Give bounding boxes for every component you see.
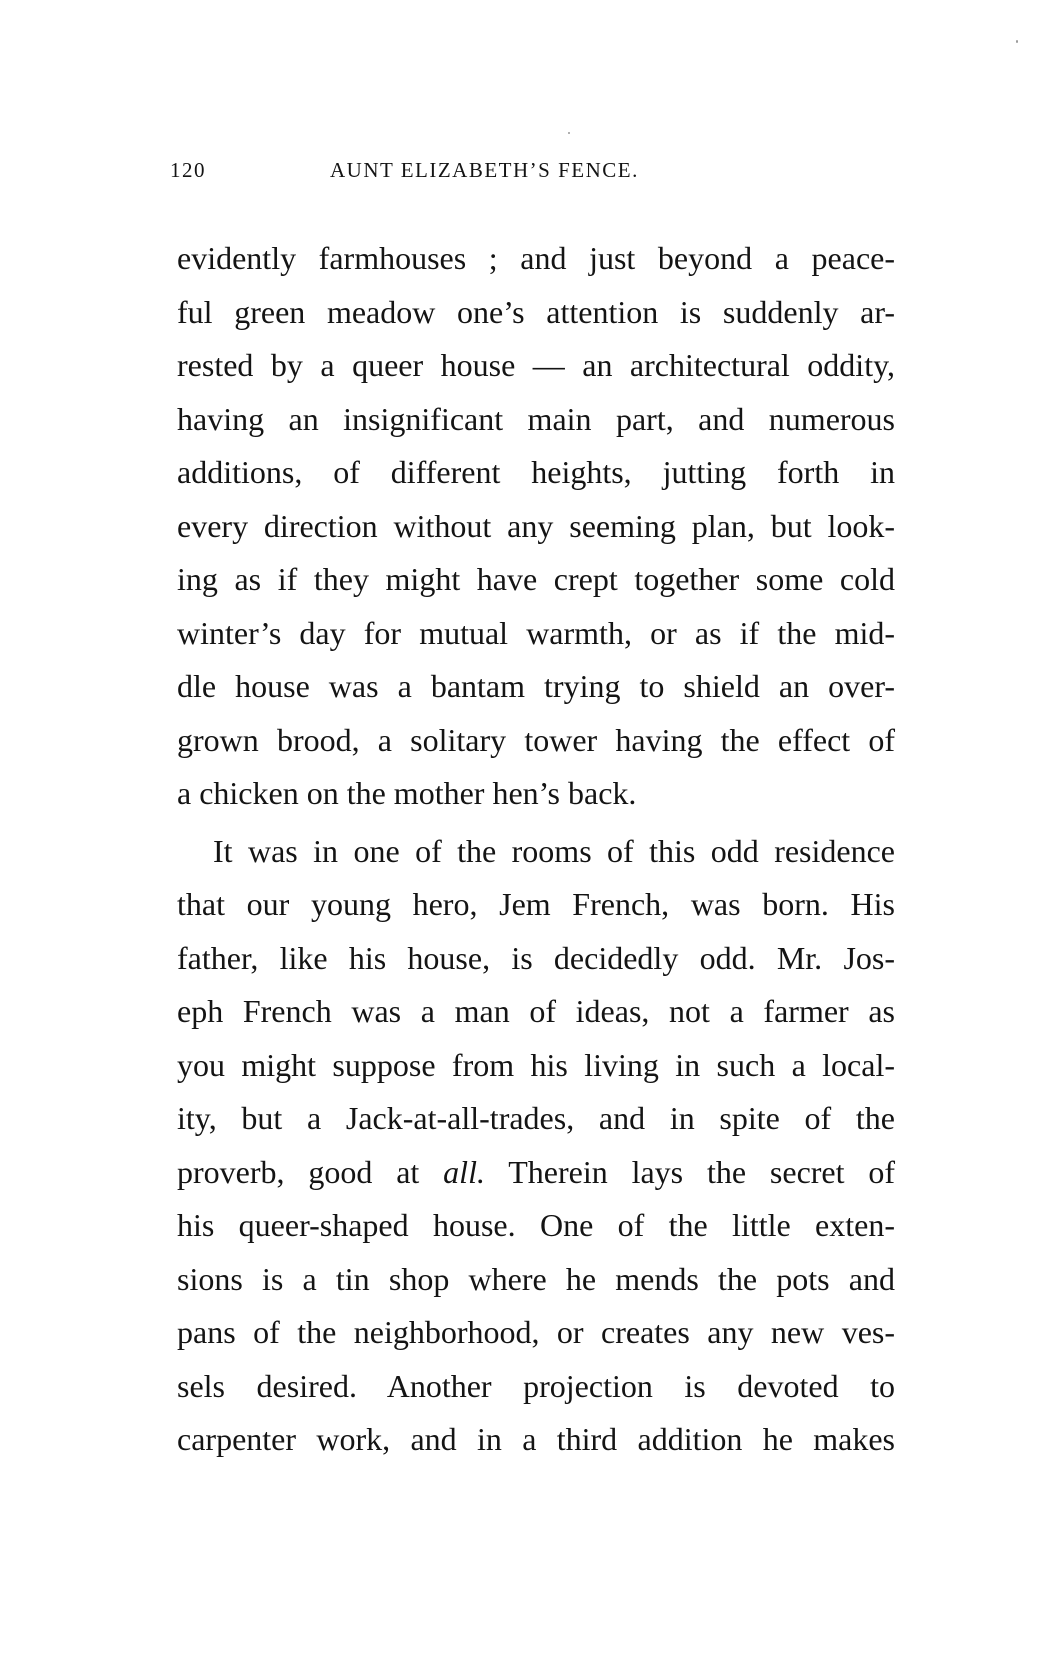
text-line: winter’s day for mutual warmth, or as if the mid- <box>177 614 895 651</box>
paper-speck <box>1016 40 1018 43</box>
paper-speck <box>568 132 570 134</box>
text-line: additions, of different heights, jutting forth in <box>177 454 895 490</box>
text-line: pans of the neighborhood, or creates any new ves- <box>177 1314 895 1350</box>
text-line: ity, but a Jack-at-all-trades, and in spite of the <box>177 1100 895 1136</box>
text-line: sels desired. Another projection is devoted to <box>177 1367 895 1404</box>
running-title: AUNT ELIZABETH’S FENCE. <box>330 158 639 182</box>
page-number: 120 <box>170 158 206 182</box>
text-line-with-emphasis <box>177 1146 895 1200</box>
text-line: father, like his house, is decidedly odd. Mr. Jos- <box>177 939 895 976</box>
text-line: carpenter work, and in a third addition he makes <box>177 1421 895 1457</box>
text-segment: proverb, good at <box>177 1153 420 1190</box>
paragraph-2 <box>177 825 895 1467</box>
text-line: his queer-shaped house. One of the little exten- <box>177 1207 895 1243</box>
text-line: that our young hero, Jem French, was born. His <box>177 886 895 922</box>
text-line: dle house was a bantam trying to shield an over- <box>177 668 895 704</box>
text-line: sions is a tin shop where he mends the pots and <box>177 1260 895 1297</box>
text-line: It was in one of the rooms of this odd residence <box>213 832 895 869</box>
emphasized-word: all. <box>443 1153 485 1190</box>
text-line: a chicken on the mother hen’s back. <box>177 775 637 811</box>
paragraph-1 <box>177 232 895 821</box>
text-line: ful green meadow one’s attention is suddenly ar- <box>177 293 895 330</box>
text-line: eph French was a man of ideas, not a farmer as <box>177 993 895 1029</box>
text-line: grown brood, a solitary tower having the effect of <box>177 721 895 758</box>
text-line: every direction without any seeming plan, but look- <box>177 507 895 544</box>
text-line: having an insignificant main part, and numerous <box>177 400 895 437</box>
text-line: you might suppose from his living in such a local- <box>177 1046 895 1083</box>
running-head <box>170 158 710 188</box>
text-line: ing as if they might have crept together some cold <box>177 561 895 597</box>
text-line: rested by a queer house — an architectural oddity, <box>177 347 895 383</box>
text-segment: Therein lays the secret of <box>508 1153 896 1190</box>
body-text <box>177 232 895 1467</box>
text-line: evidently farmhouses ; and just beyond a peace- <box>177 240 895 276</box>
